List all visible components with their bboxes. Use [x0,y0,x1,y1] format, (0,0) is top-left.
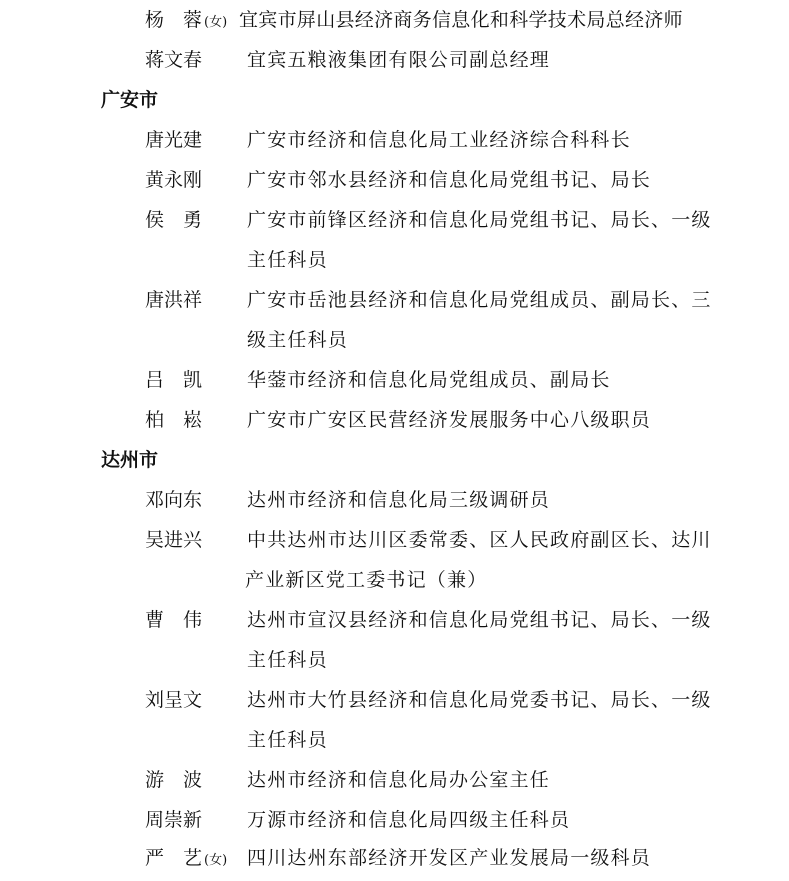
person-name: 周崇新 [145,809,203,831]
person-role: 四川达州东部经济开发区产业发展局一级科员 [247,847,652,869]
person-name: 刘呈文 [145,689,203,711]
person-role-continued: 主任科员 [247,649,328,671]
section-heading: 达州市 [101,449,159,471]
person-role: 中共达州市达川区委常委、区人民政府副区长、达川 [247,529,712,551]
person-name: 游 波 [145,769,203,791]
person-name: 侯 勇 [145,209,203,231]
person-name: 柏 崧 [145,409,203,431]
person-role: 广安市经济和信息化局工业经济综合科科长 [247,129,631,151]
person-name: 蒋文春 [145,49,203,71]
person-name: 严 艺 (女) [145,847,228,869]
person-role: 广安市广安区民营经济发展服务中心八级职员 [247,409,652,431]
gender-tag: (女) [204,853,228,868]
person-role-continued: 主任科员 [247,249,328,271]
gender-tag: (女) [204,15,228,30]
person-role: 达州市宣汉县经济和信息化局党组书记、局长、一级 [247,609,712,631]
person-name: 唐光建 [145,129,203,151]
person-role-continued: 级主任科员 [247,329,349,351]
person-role: 万源市经济和信息化局四级主任科员 [247,809,571,831]
person-name: 邓向东 [145,489,203,511]
person-role: 广安市岳池县经济和信息化局党组成员、副局长、三 [247,289,712,311]
person-role: 广安市邻水县经济和信息化局党组书记、局长 [247,169,652,191]
person-role: 达州市经济和信息化局办公室主任 [247,769,551,791]
person-role: 达州市经济和信息化局三级调研员 [247,489,551,511]
person-name: 杨 蓉 (女) [145,9,228,31]
person-role-continued: 主任科员 [247,729,328,751]
person-role: 达州市大竹县经济和信息化局党委书记、局长、一级 [247,689,712,711]
person-role: 宜宾五粮液集团有限公司副总经理 [247,49,551,71]
person-name: 曹 伟 [145,609,203,631]
person-name: 黄永刚 [145,169,203,191]
person-role-continued: 产业新区党工委书记（兼） [245,569,488,591]
person-name: 吕 凯 [145,369,203,391]
person-role: 宜宾市屏山县经济商务信息化和科学技术局总经济师 [239,9,683,31]
section-heading: 广安市 [101,89,159,111]
person-role: 广安市前锋区经济和信息化局党组书记、局长、一级 [247,209,712,231]
person-name: 唐洪祥 [145,289,203,311]
person-name: 吴进兴 [145,529,203,551]
person-role: 华蓥市经济和信息化局党组成员、副局长 [247,369,611,391]
